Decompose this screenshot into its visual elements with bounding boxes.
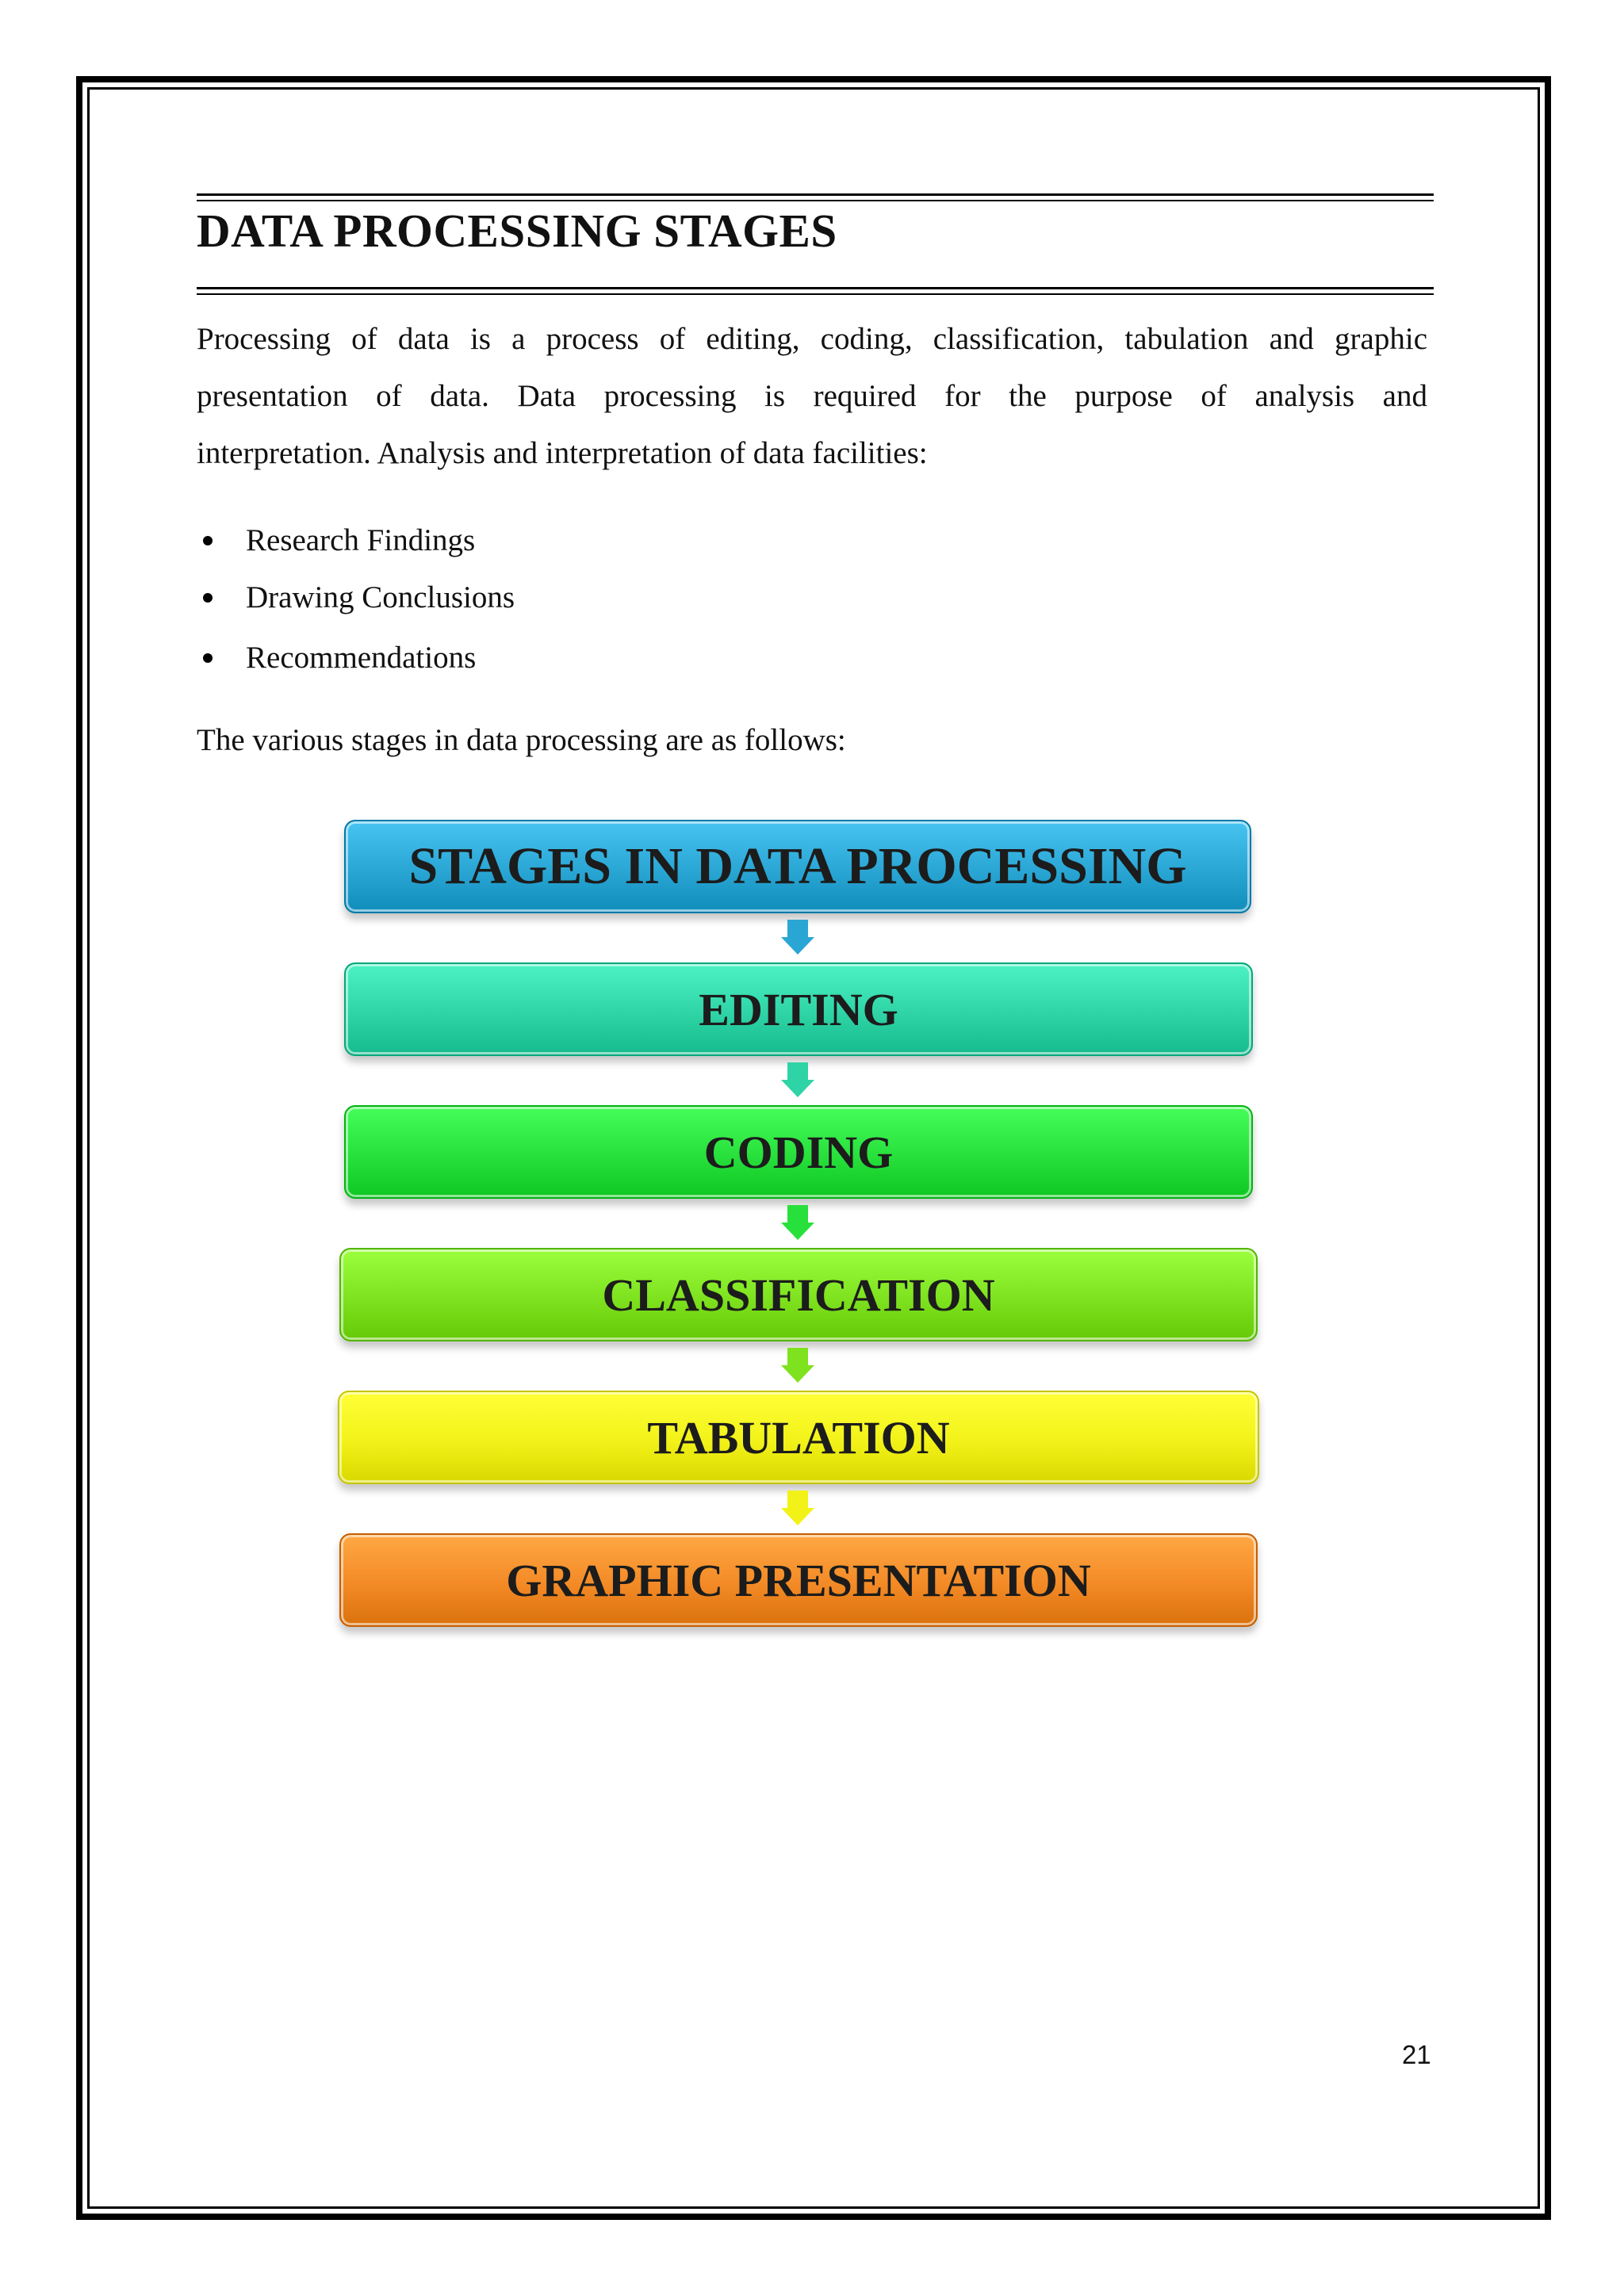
bullet-text: Research Findings xyxy=(246,523,476,557)
diagram-title-box xyxy=(344,820,1251,913)
heading-rule-top-2 xyxy=(197,200,1434,201)
bullet-dot-icon xyxy=(203,653,213,663)
page-title: DATA PROCESSING STAGES xyxy=(197,205,837,257)
stage-box-classification xyxy=(339,1248,1258,1341)
arrow-head xyxy=(781,1223,814,1240)
arrow-shaft xyxy=(787,1348,808,1365)
lead-in-text: The various stages in data processing are as follows: xyxy=(197,723,846,757)
arrow-shaft xyxy=(787,1490,808,1508)
bullet-dot-icon xyxy=(203,593,213,603)
stage-box-editing xyxy=(344,962,1253,1056)
bullet-text: Drawing Conclusions xyxy=(246,580,515,614)
down-arrow-icon xyxy=(781,1348,814,1384)
intro-line-1: Processing of data is a process of editing, coding, classification, tabulation and graphic xyxy=(197,322,1427,356)
down-arrow-icon xyxy=(781,1205,814,1242)
diagram-title-text: STAGES IN DATA PROCESSING xyxy=(408,837,1187,895)
stage-label: GRAPHIC PRESENTATION xyxy=(506,1554,1091,1606)
down-arrow-icon xyxy=(781,920,814,956)
heading-rule-bottom-1 xyxy=(197,287,1434,289)
arrow-head xyxy=(781,937,814,955)
arrow-head xyxy=(781,1080,814,1097)
bullet-text: Recommendations xyxy=(246,641,477,675)
stage-box-coding xyxy=(344,1105,1253,1199)
arrow-shaft xyxy=(787,920,808,937)
page-number: 21 xyxy=(1402,2040,1431,2069)
stage-label: TABULATION xyxy=(647,1411,950,1464)
arrow-shaft xyxy=(787,1205,808,1223)
stage-box-graphic-presentation xyxy=(339,1533,1258,1627)
arrow-shaft xyxy=(787,1062,808,1080)
arrow-head xyxy=(781,1508,814,1525)
bullet-dot-icon xyxy=(203,536,213,545)
stage-label: CODING xyxy=(703,1126,894,1178)
heading-rule-top-1 xyxy=(197,193,1434,196)
stage-label: EDITING xyxy=(699,983,898,1035)
intro-line-2: presentation of data. Data processing is required for the purpose of analysis and xyxy=(197,379,1427,413)
down-arrow-icon xyxy=(781,1062,814,1099)
heading-rule-bottom-2 xyxy=(197,293,1434,295)
arrow-head xyxy=(781,1365,814,1383)
stage-box-tabulation xyxy=(338,1391,1259,1484)
down-arrow-icon xyxy=(781,1490,814,1527)
intro-line-3: interpretation. Analysis and interpretation of data facilities: xyxy=(197,436,928,470)
stage-label: CLASSIFICATION xyxy=(602,1269,995,1321)
